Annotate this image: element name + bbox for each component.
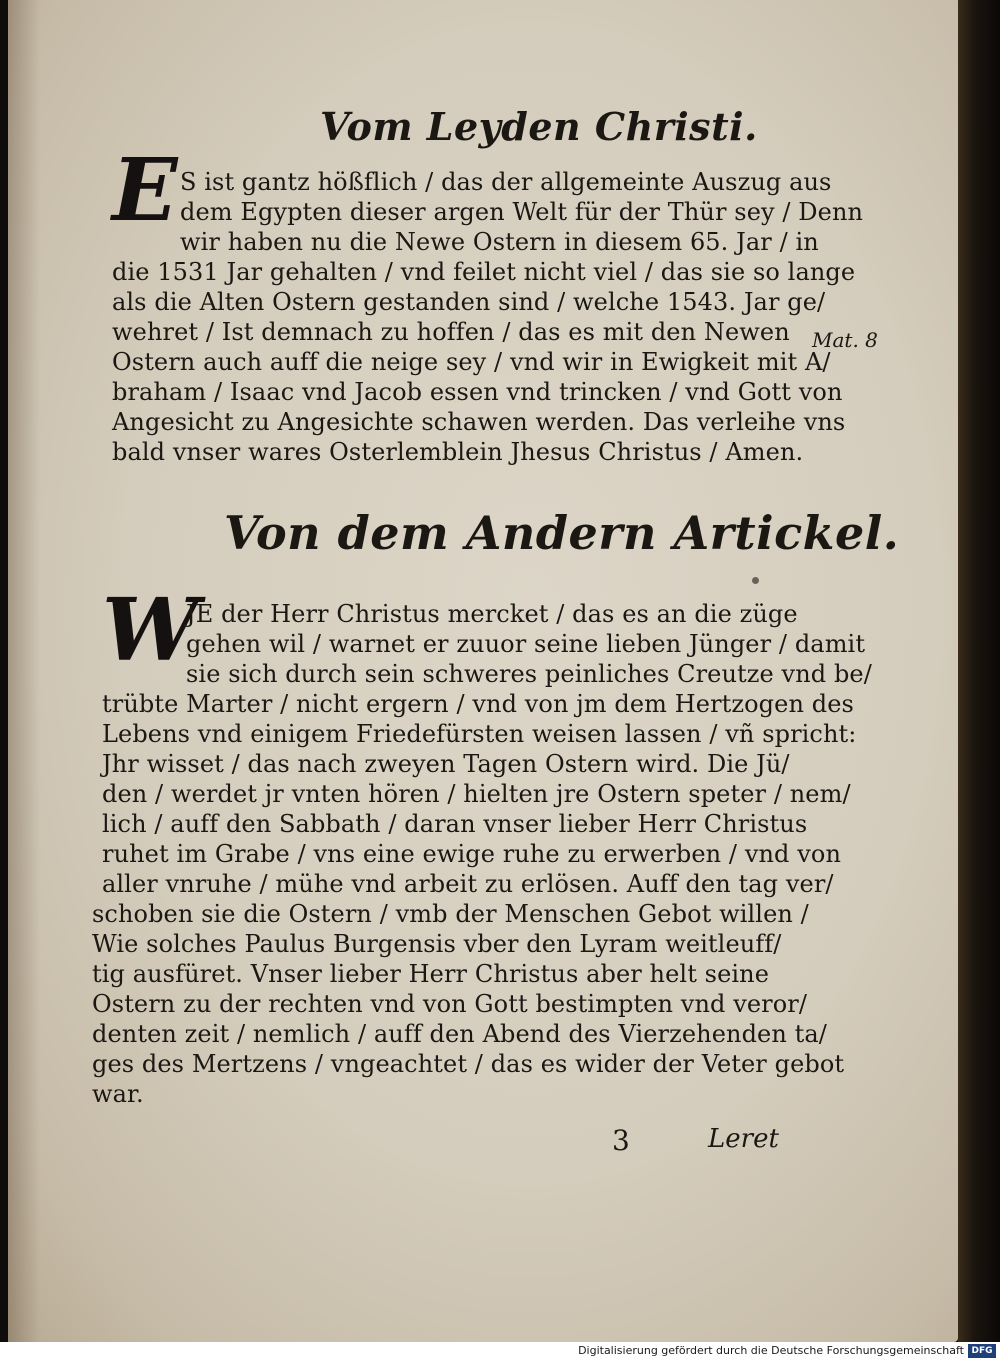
text-line: aller vnruhe / mühe vnd arbeit zu erlösen. Auff den tag ver/ (102, 870, 834, 898)
dropcap-initial: E (112, 140, 178, 241)
section-heading: Von dem Andern Artickel. (224, 506, 900, 560)
signature-mark: 3 (612, 1124, 630, 1157)
text-line: sie sich durch sein schweres peinliches Creutze vnd be/ (186, 660, 872, 688)
text-line: gehen wil / warnet er zuuor seine lieben Jünger / damit (186, 630, 866, 658)
text-line: Jhr wisset / das nach zweyen Tagen Ostern wird. Die Jü/ (102, 750, 790, 778)
text-line: als die Alten Ostern gestanden sind / welche 1543. Jar ge/ (112, 288, 826, 316)
footer-bar (0, 1342, 1000, 1361)
text-line: Ostern zu der rechten vnd von Gott bestimpten vnd veror/ (92, 990, 808, 1018)
dfg-logo: DFG (968, 1344, 996, 1358)
text-line: lich / auff den Sabbath / daran vnser lieber Herr Christus (102, 810, 808, 838)
text-line: dem Egypten dieser argen Welt für der Thür sey / Denn (180, 198, 864, 226)
text-line: wir haben nu die Newe Ostern in diesem 65. Jar / in (180, 228, 819, 256)
text-line: braham / Isaac vnd Jacob essen vnd trincken / vnd Gott von (112, 378, 843, 406)
text-line: S ist gantz hößflich / das der allgemeinte Auszug aus (180, 168, 832, 196)
binding-shadow (8, 0, 40, 1342)
text-line: ruhet im Grabe / vns eine ewige ruhe zu erwerben / vnd von (102, 840, 842, 868)
text-line: ges des Mertzens / vngeachtet / das es wider der Veter gebot (92, 1050, 845, 1078)
text-line: bald vnser wares Osterlemblein Jhesus Christus / Amen. (112, 438, 804, 466)
text-line: wehret / Ist demnach zu hoffen / das es mit den Newen (112, 318, 790, 346)
text-line: denten zeit / nemlich / auff den Abend des Vierzehenden ta/ (92, 1020, 827, 1048)
text-line: war. (92, 1080, 144, 1108)
dropcap-initial: W (102, 580, 199, 681)
catchword: Leret (708, 1124, 779, 1154)
text-line: trübte Marter / nicht ergern / vnd von jm dem Hertzogen des (102, 690, 854, 718)
running-head: Vom Leyden Christi. (320, 104, 758, 149)
margin-note: Mat. 8 (812, 328, 878, 352)
ink-spot (752, 577, 759, 584)
text-line: tig ausfüret. Vnser lieber Herr Christus aber helt seine (92, 960, 770, 988)
text-line: die 1531 Jar gehalten / vnd feilet nicht viel / das sie so lange (112, 258, 856, 286)
text-line: den / werdet jr vnten hören / hielten jre Ostern speter / nem/ (102, 780, 851, 808)
page-edge (958, 0, 1000, 1342)
text-line: JE der Herr Christus mercket / das es an die züge (186, 600, 798, 628)
funding-credit: Digitalisierung gefördert durch die Deutsche Forschungsgemeinschaft (578, 1344, 964, 1357)
text-line: Angesicht zu Angesichte schawen werden. Das verleihe vns (112, 408, 846, 436)
text-line: Ostern auch auff die neige sey / vnd wir in Ewigkeit mit A/ (112, 348, 831, 376)
text-line: Wie solches Paulus Burgensis vber den Lyram weitleuff/ (92, 930, 782, 958)
text-line: Lebens vnd einigem Friedefürsten weisen lassen / vñ spricht: (102, 720, 857, 748)
text-line: schoben sie die Ostern / vmb der Menschen Gebot willen / (92, 900, 809, 928)
